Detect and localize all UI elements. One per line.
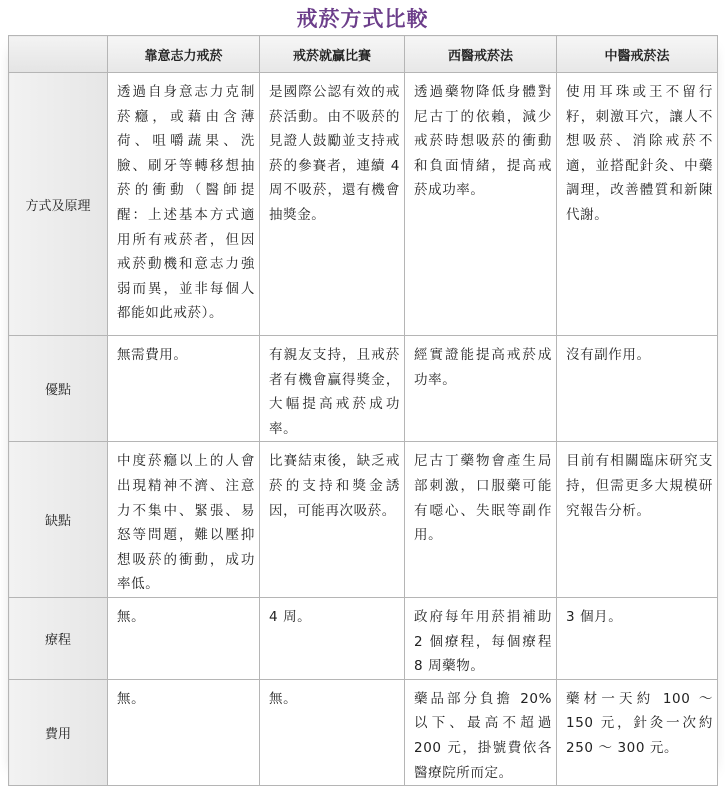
row-label-advantages: 優點	[9, 336, 108, 442]
header-corner	[9, 36, 108, 73]
row-label-disadvantages: 缺點	[9, 442, 108, 598]
comparison-table-container	[8, 35, 717, 781]
header-chinese-medicine: 中醫戒菸法	[557, 36, 718, 73]
table-row	[9, 73, 718, 336]
table-cell: 沒有副作用。	[557, 336, 718, 442]
table-cell: 透過藥物降低身體對尼古丁的依賴，減少戒菸時想吸菸的衝動和負面情緒，提高戒菸成功率。	[405, 73, 557, 336]
header-quit-and-win: 戒菸就贏比賽	[260, 36, 405, 73]
table-cell: 經實證能提高戒菸成功率。	[405, 336, 557, 442]
table-cell: 透過自身意志力克制菸癮，或藉由含薄荷、咀嚼蔬果、洗臉、刷牙等轉移想抽菸的衝動（醫師提醒：上述基本方式適用所有戒菸者，但因戒菸動機和意志力強弱而異，並非每個人都能如此戒菸）。	[108, 73, 260, 336]
table-cell: 無。	[108, 597, 260, 679]
table-cell: 尼古丁藥物會產生局部刺激，口服藥可能有噁心、失眠等副作用。	[405, 442, 557, 598]
header-western-medicine: 西醫戒菸法	[405, 36, 557, 73]
table-cell: 政府每年用菸捐補助 2 個療程，每個療程 8 周藥物。	[405, 597, 557, 679]
row-label-cost: 費用	[9, 679, 108, 785]
table-cell: 藥材一天約 100 ～ 150 元，針灸一次約 250 ～ 300 元。	[557, 679, 718, 785]
table-cell: 無。	[108, 679, 260, 785]
comparison-table	[8, 35, 718, 786]
table-cell: 使用耳珠或王不留行籽，刺激耳穴，讓人不想吸菸、消除戒菸不適，並搭配針灸、中藥調理，改善體質和新陳代謝。	[557, 73, 718, 336]
table-cell: 無。	[260, 679, 405, 785]
table-row	[9, 336, 718, 442]
row-label-course: 療程	[9, 597, 108, 679]
table-row	[9, 442, 718, 598]
table-row	[9, 597, 718, 679]
table-cell: 目前有相關臨床研究支持，但需更多大規模研究報告分析。	[557, 442, 718, 598]
table-cell: 比賽結束後，缺乏戒菸的支持和獎金誘因，可能再次吸菸。	[260, 442, 405, 598]
table-cell: 無需費用。	[108, 336, 260, 442]
table-cell: 4 周。	[260, 597, 405, 679]
page-title: 戒菸方式比較	[296, 7, 429, 31]
table-cell: 藥品部分負擔 20% 以下、最高不超過 200 元，掛號費依各醫療院所而定。	[405, 679, 557, 785]
table-cell: 3 個月。	[557, 597, 718, 679]
header-row	[9, 36, 718, 73]
table-cell: 是國際公認有效的戒菸活動。由不吸菸的見證人鼓勵並支持戒菸的參賽者，連續 4 周不吸菸，還有機會抽獎金。	[260, 73, 405, 336]
row-label-method: 方式及原理	[9, 73, 108, 336]
table-row	[9, 679, 718, 785]
header-willpower: 靠意志力戒菸	[108, 36, 260, 73]
table-cell: 中度菸癮以上的人會出現精神不濟、注意力不集中、緊張、易怒等問題，難以壓抑想吸菸的衝動，成功率低。	[108, 442, 260, 598]
table-cell: 有親友支持，且戒菸者有機會贏得獎金，大幅提高戒菸成功率。	[260, 336, 405, 442]
